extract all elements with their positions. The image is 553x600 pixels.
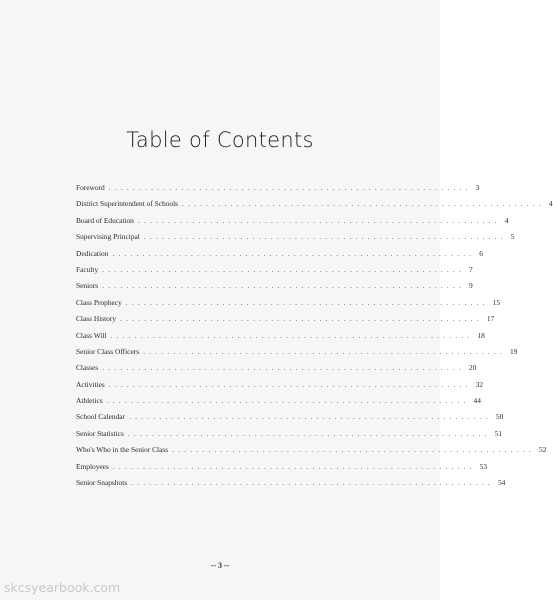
toc-entry-label: Seniors (76, 281, 99, 291)
toc-entry-page: 4 (504, 215, 509, 225)
toc-dot-leader: ............................................................ (125, 297, 489, 307)
toc-entry-page: 51 (494, 428, 503, 438)
toc-entry-page: 54 (497, 478, 506, 488)
toc-entry (76, 442, 547, 458)
toc-entry-page: 4 (548, 199, 553, 209)
toc-entry-page: 15 (492, 297, 501, 307)
toc-entry-label: Class History (76, 314, 117, 324)
toc-entry-page: 32 (475, 379, 483, 389)
toc-dot-leader: ............................................................ (131, 478, 494, 488)
toc-entry-page: 7 (469, 264, 473, 274)
toc-dot-leader: ............................................................ (106, 396, 470, 406)
toc-dot-leader: ............................................................ (137, 215, 501, 225)
toc-dot-leader: ............................................................ (182, 199, 545, 209)
toc-dot-leader: ............................................................ (102, 281, 466, 291)
toc-dot-leader: ............................................................ (102, 363, 466, 373)
toc-entry-label: Senior Class Officers (76, 346, 140, 356)
toc-dot-leader: ............................................................ (143, 346, 506, 356)
toc-entry (76, 278, 473, 294)
toc-entry-label: Who's Who in the Senior Class (76, 445, 169, 455)
toc-entry-page: 9 (469, 281, 473, 291)
toc-entry (76, 262, 473, 278)
toc-entry-label: School Calendar (76, 412, 126, 422)
toc-entry (76, 360, 477, 376)
toc-entry (76, 328, 485, 344)
table-of-contents (76, 180, 553, 491)
watermark: skcsyearbook.com (4, 580, 121, 595)
toc-entry (76, 213, 509, 229)
toc-dot-leader: ............................................................ (110, 330, 474, 340)
toc-entry-label: Activities (76, 379, 105, 389)
toc-entry (76, 344, 518, 360)
toc-entry-label: Class Will (76, 330, 107, 340)
toc-entry-page: 53 (479, 461, 488, 471)
toc-entry-page: 6 (479, 248, 483, 258)
toc-entry (76, 459, 488, 475)
toc-entry-label: Board of Education (76, 215, 134, 225)
toc-entry (76, 475, 506, 491)
toc-entry (76, 229, 515, 245)
toc-dot-leader: ............................................................ (112, 461, 476, 471)
toc-dot-leader: ............................................................ (143, 232, 507, 242)
toc-entry-page: 18 (477, 330, 485, 340)
toc-entry-label: Senior Statistics (76, 428, 124, 438)
toc-entry-label: Supervising Principal (76, 232, 140, 242)
toc-dot-leader: ............................................................ (108, 379, 472, 389)
toc-entry (76, 295, 501, 311)
toc-entry-page: 3 (475, 183, 480, 192)
toc-entry-page: 44 (473, 396, 481, 406)
toc-entry (76, 311, 495, 327)
toc-entry (76, 246, 483, 262)
toc-entry-label: Class Prophecy (76, 297, 122, 307)
toc-entry (76, 393, 481, 409)
toc-entry-page: 19 (509, 346, 518, 356)
toc-entry-label: Dedication (76, 248, 109, 258)
toc-entry-label: Employees (76, 461, 109, 471)
toc-entry (76, 377, 483, 393)
toc-entry-label: Foreword (76, 183, 105, 192)
toc-entry-page: 5 (510, 232, 515, 242)
toc-entry-page: 17 (486, 314, 495, 324)
toc-dot-leader: ............................................................ (172, 445, 535, 455)
page-title: Table of Contents (126, 128, 314, 152)
toc-entry-page: 50 (495, 412, 504, 422)
toc-dot-leader: ............................................................ (120, 314, 483, 324)
toc-entry-label: Athletics (76, 396, 103, 406)
toc-entry (76, 180, 480, 196)
page-number: -- 3 -- (210, 561, 230, 570)
toc-entry-label: Senior Snapshots (76, 478, 128, 488)
toc-entry-label: Faculty (76, 264, 99, 274)
toc-entry-page: 20 (469, 363, 477, 373)
toc-dot-leader: ............................................................ (102, 264, 466, 274)
toc-entry (76, 196, 553, 212)
toc-dot-leader: ............................................................ (127, 428, 491, 438)
toc-dot-leader: ............................................................ (129, 412, 492, 422)
toc-entry (76, 409, 504, 425)
toc-entry-page: 52 (539, 445, 547, 455)
toc-dot-leader: ............................................................ (112, 248, 476, 258)
toc-entry (76, 426, 503, 442)
toc-dot-leader: ............................................................ (108, 183, 472, 192)
toc-entry-label: District Superintendent of Schools (76, 199, 179, 209)
toc-entry-label: Classes (76, 363, 99, 373)
